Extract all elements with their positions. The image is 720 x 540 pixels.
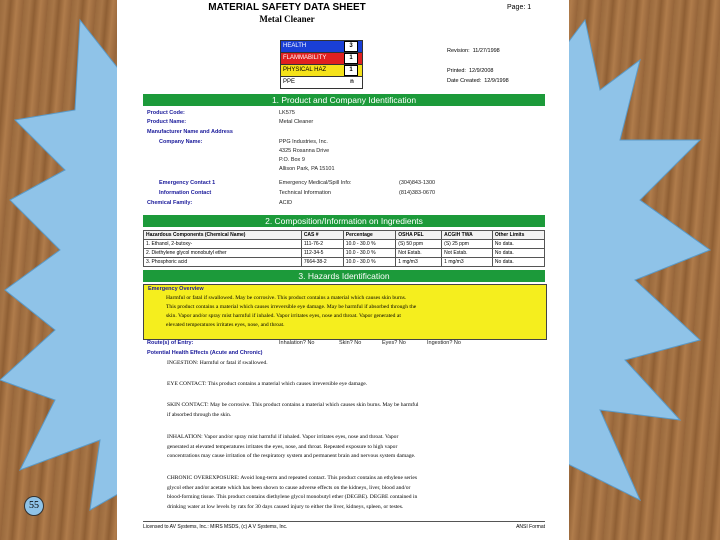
table-row: [144, 258, 545, 267]
hazard-rating-box: [280, 40, 363, 89]
hazard-ppe: [280, 76, 363, 89]
section-3-header: 3. Hazards Identification: [143, 270, 545, 282]
text-line: glycol ether and/or acetate which has been shown to cause adverse effects on the kidneys, liver, blood and/or: [167, 484, 411, 491]
hazard-value: 3: [344, 41, 358, 52]
text-line: if absorbed through the skin.: [167, 411, 232, 418]
table-cell: No data.: [492, 249, 544, 258]
section-1-header: 1. Product and Company Identification: [143, 94, 545, 106]
created-label: Date Created:: [447, 78, 482, 84]
table-cell: No data.: [492, 240, 544, 249]
emergency-overview-text: [166, 294, 538, 330]
document-subtitle: Metal Cleaner: [259, 14, 315, 24]
revision-date: 11/27/1998: [472, 48, 500, 54]
document-footer: [143, 521, 545, 530]
hazard-physical: [280, 64, 363, 76]
hazard-value: 1: [344, 65, 358, 76]
printed-date: 12/9/2008: [468, 68, 494, 74]
routes-label: Route(s) of Entry:: [147, 340, 194, 346]
inhalation-text: [167, 433, 547, 462]
text-line: CHRONIC OVEREXPOSURE: Avoid long-term and repeated contact. This product contains an ethylene series: [167, 475, 418, 481]
route-inhalation: Inhalation? No: [279, 340, 315, 346]
text-line: SKIN CONTACT: May be corrosive. This product contains a material which causes skin burns. May be harmful: [167, 402, 419, 408]
document-dates: [447, 46, 509, 86]
company-line: 4325 Rosanna Drive: [279, 148, 330, 154]
hazard-value: n: [346, 78, 358, 87]
ingredients-table: [143, 230, 545, 267]
table-cell: 10.0 - 30.0 %: [343, 258, 395, 267]
table-cell: Not Estab.: [396, 249, 442, 258]
created-date: 12/9/1998: [484, 78, 509, 84]
route-skin: Skin? No: [339, 340, 362, 346]
eye-contact-text: EYE CONTACT: This product contains a material which causes irreversible eye damage.: [167, 381, 368, 387]
table-row: [144, 240, 545, 249]
chronic-overexposure-text: [167, 474, 547, 512]
company-label: Company Name:: [159, 139, 203, 145]
table-row: [144, 249, 545, 258]
table-cell: 112-34-5: [301, 249, 343, 258]
health-effects-label: Potential Health Effects (Acute and Chronic): [147, 350, 263, 356]
section-2-header: 2. Composition/Information on Ingredients: [143, 215, 545, 227]
information-contact-label: Information Contact: [159, 190, 212, 196]
table-cell: 10.0 - 30.0 %: [343, 249, 395, 258]
text-line: generated at elevated temperatures irritates the eyes, nose, and throat. Repeated exposure to high vapor: [167, 443, 398, 450]
emergency-overview-box: [143, 284, 547, 340]
manufacturer-label: Manufacturer Name and Address: [147, 129, 233, 135]
emergency-overview-label: Emergency Overview: [148, 286, 204, 292]
table-cell: No data.: [492, 258, 544, 267]
hazard-health: [280, 40, 363, 52]
ingestion-text: INGESTION: Harmful or fatal if swallowed.: [167, 360, 268, 366]
footer-format: ANSI Format: [516, 524, 545, 530]
emergency-phone: (304)843-1300: [399, 180, 436, 186]
text-line: blood-forming tissue. This product contains diethylene glycol monobutyl ether (DEGBE). DEGBE contained in: [167, 494, 418, 500]
skin-contact-text: [167, 401, 547, 420]
table-cell: 1 mg/m3: [396, 258, 442, 267]
emergency-contact-label: Emergency Contact 1: [159, 180, 216, 186]
table-cell: (S) 50 ppm: [396, 240, 442, 249]
table-cell: 3. Phosphoric acid: [144, 258, 302, 267]
company-line: P.O. Box 9: [279, 157, 305, 163]
table-cell: 111-76-2: [301, 240, 343, 249]
route-eyes: Eyes? No: [382, 340, 406, 346]
column-header: ACGIH TWA: [442, 231, 493, 240]
table-cell: 2. Diethylene glycol monobutyl ether: [144, 249, 302, 258]
overview-line: elevated temperatures irritates eyes, nose, and throat.: [166, 322, 285, 328]
company-line: PPG Industries, Inc.: [279, 139, 328, 145]
emergency-contact: Emergency Medical/Spill Info:: [279, 180, 352, 186]
product-code: LK575: [279, 110, 295, 116]
hazard-label: PPE: [283, 79, 296, 85]
overview-line: skin. Vapor and/or spray mist harmful if inhaled. Vapor irritates eyes, nose and throat. Vapor generated at: [166, 313, 401, 319]
text-line: drinking water at low levels by rats for 30 days caused injury to either the liver, kidneys, spleen, or testes.: [167, 503, 404, 510]
footer-license: Licensed to AV Systems, Inc.: MIRS MSDS, (c) A V Systems, Inc.: [143, 524, 288, 530]
product-name-label: Product Name:: [147, 119, 187, 125]
route-ingestion: Ingestion? No: [427, 340, 461, 346]
hazard-flammability: [280, 52, 363, 64]
overview-line: Harmful or fatal if swallowed. May be corrosive. This product contains a material which causes skin burns.: [166, 295, 407, 301]
column-header: Percentage: [343, 231, 395, 240]
table-cell: 1 mg/m3: [442, 258, 493, 267]
table-cell: 7664-38-2: [301, 258, 343, 267]
information-phone: (814)383-0670: [399, 190, 436, 196]
msds-document: [117, 0, 569, 540]
product-name: Metal Cleaner: [279, 119, 314, 125]
hazard-label: HEALTH: [283, 43, 307, 49]
company-line: Allison Park, PA 15101: [279, 166, 335, 172]
hazard-label: FLAMMABILITY: [283, 55, 327, 61]
table-cell: Not Estab.: [442, 249, 493, 258]
hazard-label: PHYSICAL HAZ: [283, 67, 327, 73]
chemical-family: ACID: [279, 200, 293, 206]
text-line: INHALATION: Vapor and/or spray mist harmful if inhaled. Vapor irritates eyes, nose and throat. Vapor: [167, 434, 399, 440]
printed-label: Printed:: [447, 68, 466, 74]
table-cell: 1. Ethanol, 2-butoxy-: [144, 240, 302, 249]
chemical-family-label: Chemical Family:: [147, 200, 193, 206]
text-line: concentrations may cause irritation of the respiratory system and permanent brain and nervous system damage.: [167, 453, 416, 459]
revision-label: Revision:: [447, 48, 470, 54]
column-header: CAS #: [301, 231, 343, 240]
table-cell: (S) 25 ppm: [442, 240, 493, 249]
overview-line: This product contains a material which causes irreversible eye damage. May be harmful if absorbed through the: [166, 304, 417, 310]
table-header-row: [144, 231, 545, 240]
document-title: MATERIAL SAFETY DATA SHEET: [208, 2, 366, 13]
product-code-label: Product Code:: [147, 110, 185, 116]
information-contact: Technical Information: [279, 190, 331, 196]
column-header: OSHA PEL: [396, 231, 442, 240]
page-number: Page: 1: [507, 4, 532, 11]
table-cell: 10.0 - 30.0 %: [343, 240, 395, 249]
column-header: Hazardous Components (Chemical Name): [144, 231, 302, 240]
slide-number: 55: [24, 496, 44, 516]
column-header: Other Limits: [492, 231, 544, 240]
hazard-value: 1: [344, 53, 358, 64]
